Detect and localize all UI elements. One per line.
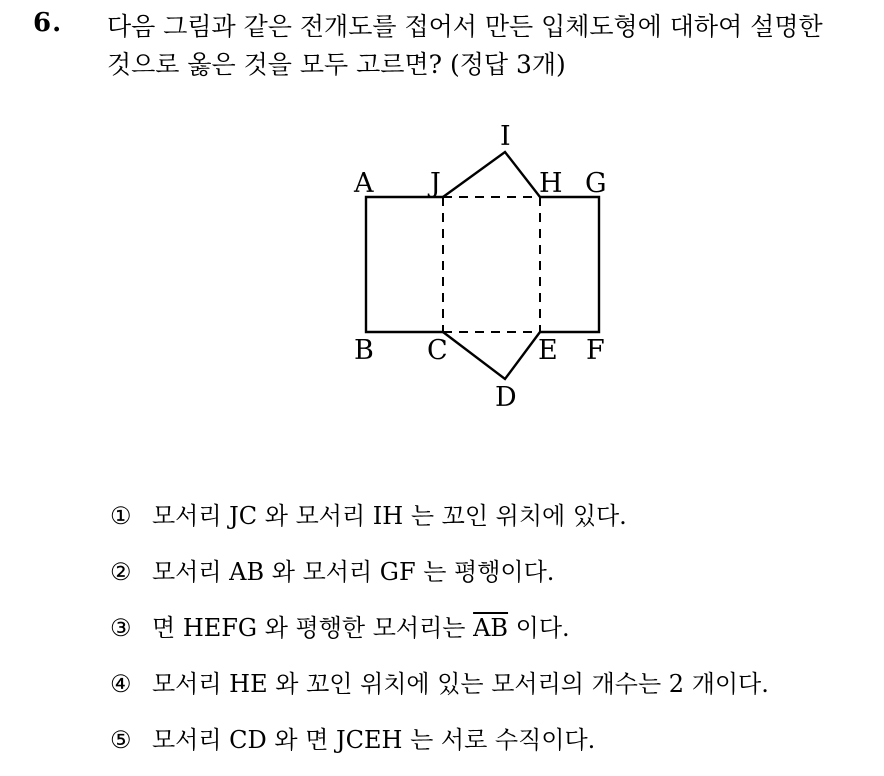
edge-left-rect xyxy=(366,197,443,332)
edge-right-rect xyxy=(540,197,599,332)
label-H: H xyxy=(539,168,563,199)
option-2-text: 모서리 AB 와 모서리 GF 는 평행이다. xyxy=(152,558,555,586)
question-line-1: 다음 그림과 같은 전개도를 접어서 만든 입체도형에 대하여 설명한 xyxy=(107,12,823,41)
option-4-number: ④ xyxy=(110,670,132,698)
label-I: I xyxy=(500,121,511,152)
edge-top-triangle xyxy=(443,152,540,197)
label-C: C xyxy=(427,335,448,366)
label-D: D xyxy=(495,382,517,413)
option-2-number: ② xyxy=(110,558,132,586)
net-figure xyxy=(330,115,650,415)
label-B: B xyxy=(354,335,374,366)
option-3-text xyxy=(152,608,570,643)
option-4[interactable] xyxy=(110,664,870,720)
edge-bottom-triangle xyxy=(443,332,540,379)
option-5[interactable] xyxy=(110,720,870,776)
option-1-number: ① xyxy=(110,502,132,530)
answer-options xyxy=(110,496,870,776)
label-E: E xyxy=(538,335,558,366)
option-3[interactable] xyxy=(110,608,870,664)
option-5-number: ⑤ xyxy=(110,726,132,754)
label-G: G xyxy=(585,168,607,199)
question-text xyxy=(107,8,867,84)
option-5-text: 모서리 CD 와 면 JCEH 는 서로 수직이다. xyxy=(152,726,596,754)
net-diagram xyxy=(330,115,650,415)
label-A: A xyxy=(354,168,374,199)
question-number: 6. xyxy=(33,8,63,38)
option-3-text-pre: 면 HEFG 와 평행한 모서리는 xyxy=(152,614,474,642)
option-3-overline-segment: $\overline{AB}$ xyxy=(473,614,509,642)
option-4-text: 모서리 HE 와 꼬인 위치에 있는 모서리의 개수는 2 개이다. xyxy=(152,670,769,698)
option-1[interactable] xyxy=(110,496,870,552)
label-F: F xyxy=(586,335,605,366)
label-J: J xyxy=(430,168,441,199)
option-3-number: ③ xyxy=(110,614,132,642)
option-3-text-post: 이다. xyxy=(508,614,570,642)
option-2[interactable] xyxy=(110,552,870,608)
option-1-text: 모서리 JC 와 모서리 IH 는 꼬인 위치에 있다. xyxy=(152,502,627,530)
question-line-2: 것으로 옳은 것을 모두 고르면? (정답 3개) xyxy=(107,50,566,79)
